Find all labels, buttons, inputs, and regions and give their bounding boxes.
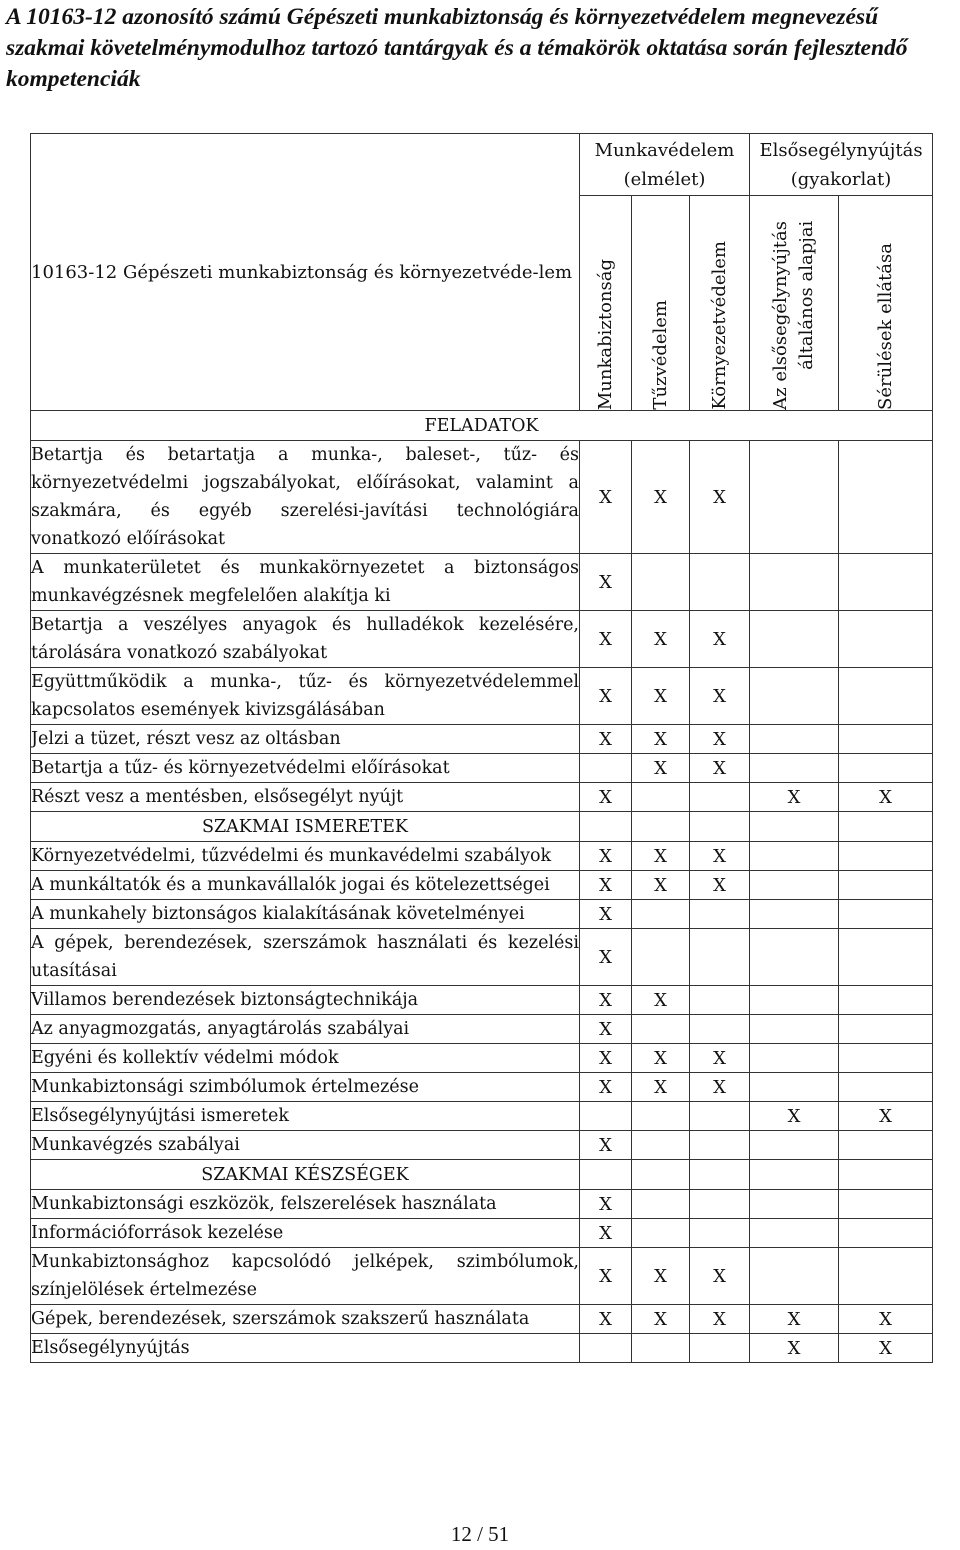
competency-text: Egyéni és kollektív védelmi módok	[31, 1044, 580, 1073]
mark-cell: X	[690, 668, 750, 725]
table-row	[31, 725, 933, 754]
mark-cell: X	[580, 986, 632, 1015]
section-title: SZAKMAI KÉSZSÉGEK	[31, 1160, 580, 1190]
mark-cell: X	[750, 1305, 839, 1334]
section-title: SZAKMAI ISMERETEK	[31, 812, 580, 842]
mark-cell: X	[632, 986, 690, 1015]
mark-cell	[750, 1131, 839, 1160]
empty-cell	[632, 1160, 690, 1190]
mark-cell	[839, 871, 933, 900]
mark-cell	[750, 1219, 839, 1248]
mark-cell	[632, 1190, 690, 1219]
mark-cell	[750, 1015, 839, 1044]
table-row	[31, 1131, 933, 1160]
table-row	[31, 1248, 933, 1305]
mark-cell: X	[632, 725, 690, 754]
mark-cell: X	[632, 754, 690, 783]
competency-text: Részt vesz a mentésben, elsősegélyt nyújt	[31, 783, 580, 812]
mark-cell: X	[632, 871, 690, 900]
mark-cell: X	[632, 1073, 690, 1102]
table-row	[31, 1044, 933, 1073]
mark-cell: X	[580, 1190, 632, 1219]
empty-cell	[580, 812, 632, 842]
section-row	[31, 411, 933, 441]
mark-cell: X	[690, 1305, 750, 1334]
table-row	[31, 1073, 933, 1102]
module-name: 10163-12 Gépészeti munkabiztonság és környezetvéde-lem	[31, 261, 573, 283]
empty-cell	[632, 812, 690, 842]
competency-text: Jelzi a tüzet, részt vesz az oltásban	[31, 725, 580, 754]
competency-text: A munkahely biztonságos kialakításának követelményei	[31, 900, 580, 929]
mark-cell	[632, 1219, 690, 1248]
competency-text: A munkaterületet és munkakörnyezetet a biztonságos munkavégzésnek megfelelően alakítja ki	[31, 554, 580, 611]
mark-cell	[839, 441, 933, 554]
table-row	[31, 1190, 933, 1219]
mark-cell: X	[839, 1334, 933, 1363]
table-row	[31, 1305, 933, 1334]
mark-cell	[750, 1044, 839, 1073]
mark-cell: X	[580, 1248, 632, 1305]
col-header-munkabiztonsag	[580, 196, 632, 411]
mark-cell	[839, 1073, 933, 1102]
mark-cell: X	[632, 1044, 690, 1073]
mark-cell	[839, 554, 933, 611]
empty-cell	[690, 812, 750, 842]
section-row	[31, 812, 933, 842]
competency-text: A gépek, berendezések, szerszámok használati és kezelési utasításai	[31, 929, 580, 986]
section-title: FELADATOK	[31, 411, 933, 441]
mark-cell: X	[690, 1073, 750, 1102]
table-row	[31, 986, 933, 1015]
empty-cell	[580, 1160, 632, 1190]
table-row	[31, 1015, 933, 1044]
mark-cell	[632, 783, 690, 812]
mark-cell: X	[580, 1305, 632, 1334]
table-row	[31, 783, 933, 812]
competency-text: Munkabiztonsági eszközök, felszerelések használata	[31, 1190, 580, 1219]
mark-cell: X	[690, 842, 750, 871]
mark-cell	[750, 900, 839, 929]
mark-cell	[750, 986, 839, 1015]
mark-cell	[632, 1131, 690, 1160]
mark-cell	[839, 725, 933, 754]
col-label: Sérülések ellátása	[874, 243, 896, 410]
table-row	[31, 842, 933, 871]
mark-cell	[690, 1190, 750, 1219]
competency-text: Az anyagmozgatás, anyagtárolás szabályai	[31, 1015, 580, 1044]
mark-cell: X	[690, 754, 750, 783]
section-row	[31, 1160, 933, 1190]
competency-text: Környezetvédelmi, tűzvédelmi és munkavédelmi szabályok	[31, 842, 580, 871]
mark-cell: X	[632, 441, 690, 554]
col-label: Tűzvédelem	[649, 300, 671, 410]
mark-cell	[632, 1334, 690, 1363]
competency-table-body	[31, 134, 933, 1363]
col-header-serulesek-ellatasa	[839, 196, 933, 411]
mark-cell: X	[750, 783, 839, 812]
mark-cell: X	[580, 441, 632, 554]
competency-text: Munkabiztonsági szimbólumok értelmezése	[31, 1073, 580, 1102]
mark-cell	[750, 1190, 839, 1219]
mark-cell	[839, 1015, 933, 1044]
table-row	[31, 1102, 933, 1131]
mark-cell	[580, 1334, 632, 1363]
mark-cell: X	[580, 1044, 632, 1073]
mark-cell: X	[580, 1073, 632, 1102]
subject-group-row	[31, 134, 933, 196]
mark-cell	[839, 1131, 933, 1160]
mark-cell: X	[690, 441, 750, 554]
mark-cell: X	[580, 1131, 632, 1160]
mark-cell	[750, 842, 839, 871]
mark-cell	[580, 754, 632, 783]
competency-text: Betartja a veszélyes anyagok és hulladékok kezelésére, tárolására vonatkozó szabályokat	[31, 611, 580, 668]
table-row	[31, 1334, 933, 1363]
mark-cell	[690, 929, 750, 986]
table-row	[31, 929, 933, 986]
mark-cell	[690, 1102, 750, 1131]
mark-cell	[580, 1102, 632, 1131]
mark-cell	[750, 668, 839, 725]
mark-cell: X	[690, 611, 750, 668]
mark-cell	[690, 986, 750, 1015]
mark-cell: X	[580, 842, 632, 871]
empty-cell	[839, 812, 933, 842]
mark-cell	[750, 725, 839, 754]
mark-cell: X	[580, 1219, 632, 1248]
document-heading: A 10163-12 azonosító számú Gépészeti munkabiztonság és környezetvédelem megnevezésű szakmai követelménymodulhoz tartozó tantárgyak és a témakörök oktatása során fejlesztendő kompetenciák	[6, 4, 908, 92]
mark-cell	[839, 1190, 933, 1219]
subject-group-munkavedelem: Munkavédelem (elmélet)	[580, 134, 750, 196]
mark-cell	[839, 1219, 933, 1248]
competency-text: A munkáltatók és a munkavállalók jogai és kötelezettségei	[31, 871, 580, 900]
competency-text: Gépek, berendezések, szerszámok szakszerű használata	[31, 1305, 580, 1334]
mark-cell	[690, 1131, 750, 1160]
mark-cell: X	[580, 725, 632, 754]
col-header-kornyezetvedelem	[690, 196, 750, 411]
table-row	[31, 554, 933, 611]
mark-cell	[750, 754, 839, 783]
module-name-cell	[31, 134, 580, 411]
mark-cell: X	[580, 554, 632, 611]
col-label: Az elsősegélynyújtás általános alapjai	[770, 221, 817, 410]
mark-cell	[632, 929, 690, 986]
mark-cell	[750, 1073, 839, 1102]
mark-cell	[690, 900, 750, 929]
mark-cell: X	[580, 783, 632, 812]
mark-cell: X	[580, 871, 632, 900]
competency-text: Információforrások kezelése	[31, 1219, 580, 1248]
mark-cell: X	[632, 842, 690, 871]
subject-group-elsosegely: Elsősegélynyújtás (gyakorlat)	[750, 134, 933, 196]
mark-cell	[750, 554, 839, 611]
table-row	[31, 871, 933, 900]
competency-text: Villamos berendezések biztonságtechnikája	[31, 986, 580, 1015]
empty-cell	[750, 812, 839, 842]
competency-text: Munkavégzés szabályai	[31, 1131, 580, 1160]
mark-cell	[750, 1248, 839, 1305]
mark-cell	[690, 1015, 750, 1044]
table-row	[31, 900, 933, 929]
col-header-tuzvedelem	[632, 196, 690, 411]
mark-cell: X	[632, 668, 690, 725]
mark-cell: X	[750, 1334, 839, 1363]
col-label: Munkabiztonság	[594, 258, 616, 410]
table-row	[31, 441, 933, 554]
mark-cell	[839, 1248, 933, 1305]
competency-text: Betartja és betartatja a munka-, baleset-, tűz- és környezetvédelmi jogszabályokat, előírásokat, valamint a szakmára, és egyéb szerelési-javítási technológiára vonatkozó előírásokat	[31, 441, 580, 554]
page-number: 12 / 51	[450, 1522, 510, 1546]
mark-cell	[839, 754, 933, 783]
col-header-elsosegely-alapjai	[750, 196, 839, 411]
competency-text: Munkabiztonsághoz kapcsolódó jelképek, szimbólumok, színjelölések értelmezése	[31, 1248, 580, 1305]
mark-cell: X	[580, 929, 632, 986]
mark-cell: X	[580, 900, 632, 929]
mark-cell: X	[632, 611, 690, 668]
mark-cell: X	[690, 1044, 750, 1073]
table-row	[31, 1219, 933, 1248]
competency-text: Együttműködik a munka-, tűz- és környezetvédelemmel kapcsolatos események kivizsgálásában	[31, 668, 580, 725]
mark-cell	[750, 441, 839, 554]
col-label: Környezetvédelem	[708, 241, 730, 410]
mark-cell	[750, 871, 839, 900]
mark-cell: X	[750, 1102, 839, 1131]
mark-cell: X	[580, 1015, 632, 1044]
competency-text: Betartja a tűz- és környezetvédelmi előírásokat	[31, 754, 580, 783]
mark-cell	[839, 611, 933, 668]
mark-cell	[690, 554, 750, 611]
empty-cell	[839, 1160, 933, 1190]
competency-text: Elsősegélynyújtás	[31, 1334, 580, 1363]
mark-cell	[750, 929, 839, 986]
mark-cell: X	[839, 1102, 933, 1131]
table-row	[31, 611, 933, 668]
mark-cell	[839, 900, 933, 929]
mark-cell: X	[690, 725, 750, 754]
mark-cell: X	[632, 1305, 690, 1334]
mark-cell: X	[839, 783, 933, 812]
mark-cell	[839, 668, 933, 725]
competency-text: Elsősegélynyújtási ismeretek	[31, 1102, 580, 1131]
mark-cell: X	[690, 1248, 750, 1305]
mark-cell: X	[690, 871, 750, 900]
mark-cell	[839, 929, 933, 986]
empty-cell	[750, 1160, 839, 1190]
mark-cell	[632, 554, 690, 611]
mark-cell: X	[580, 611, 632, 668]
mark-cell	[839, 842, 933, 871]
mark-cell	[632, 900, 690, 929]
mark-cell	[690, 1219, 750, 1248]
empty-cell	[690, 1160, 750, 1190]
mark-cell: X	[580, 668, 632, 725]
competency-table	[30, 133, 933, 1363]
table-row	[31, 754, 933, 783]
mark-cell	[690, 783, 750, 812]
mark-cell	[632, 1102, 690, 1131]
mark-cell	[839, 1044, 933, 1073]
mark-cell	[632, 1015, 690, 1044]
mark-cell	[690, 1334, 750, 1363]
table-row	[31, 668, 933, 725]
mark-cell	[839, 986, 933, 1015]
mark-cell: X	[839, 1305, 933, 1334]
mark-cell	[750, 611, 839, 668]
mark-cell: X	[632, 1248, 690, 1305]
